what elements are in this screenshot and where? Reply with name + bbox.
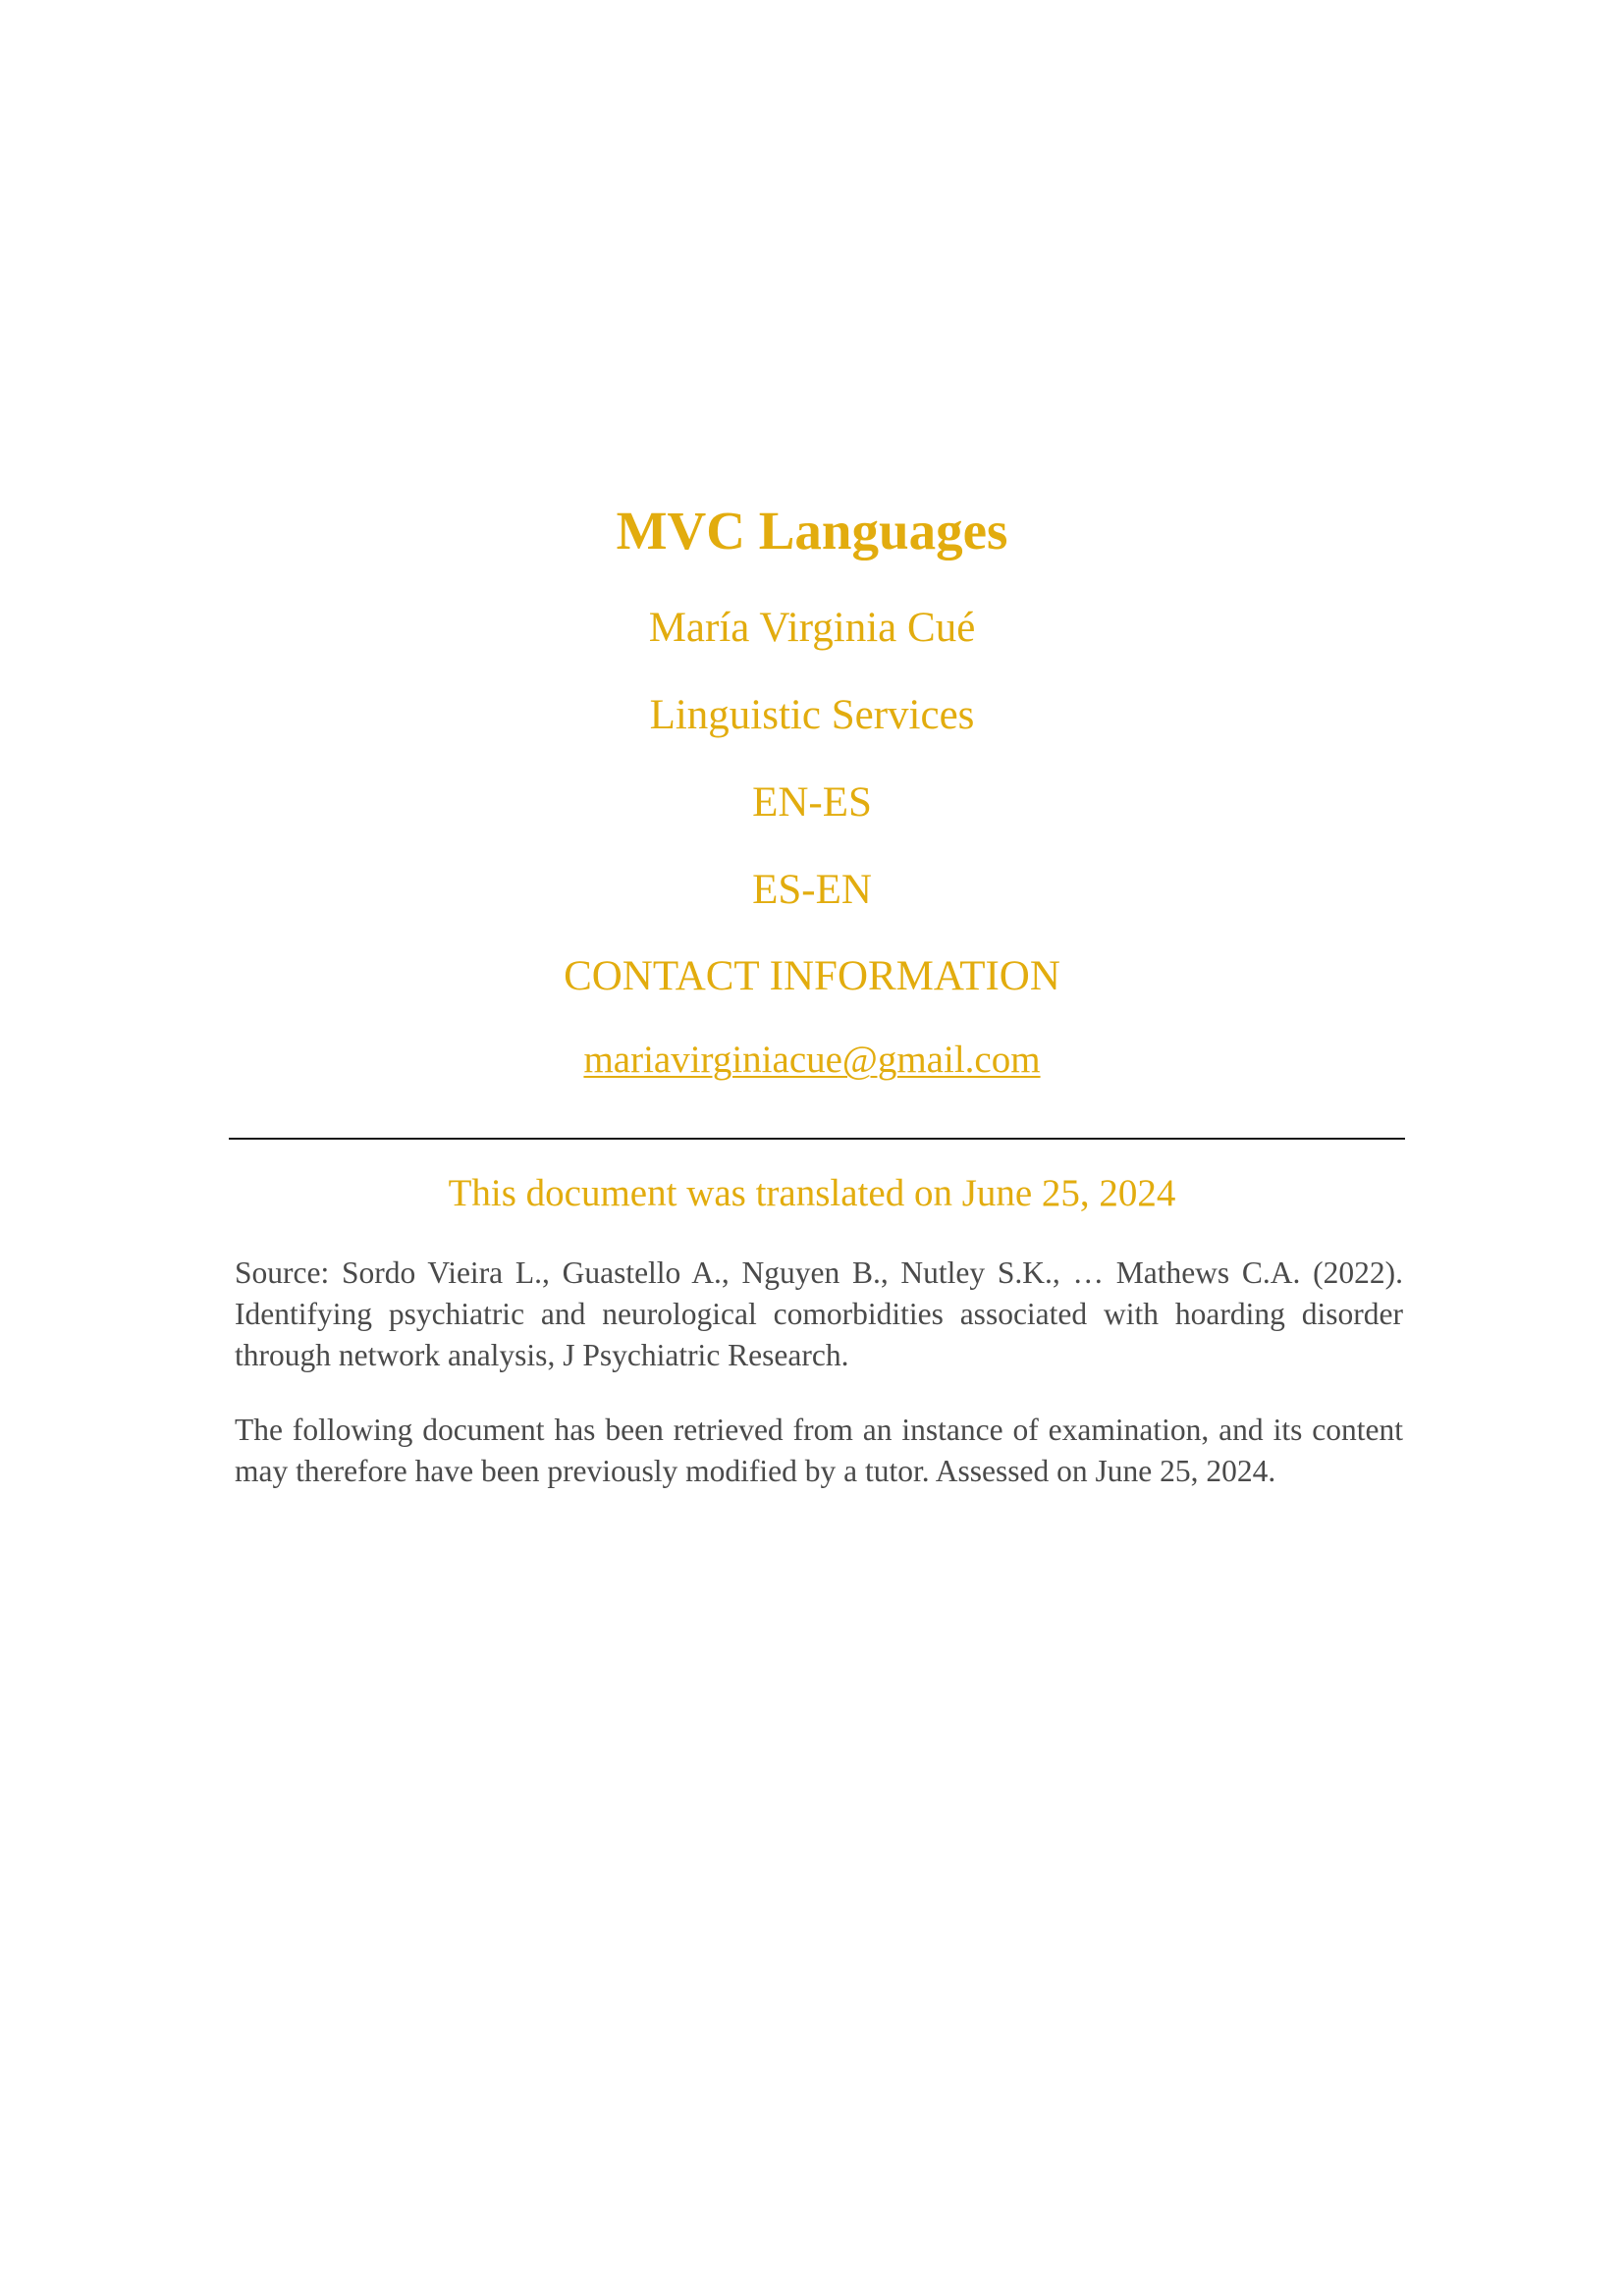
divider-rule <box>229 1138 1405 1140</box>
services-label: Linguistic Services <box>649 692 975 738</box>
language-pair-es-en: ES-EN <box>752 867 872 913</box>
company-title: MVC Languages <box>616 501 1008 561</box>
contact-heading: CONTACT INFORMATION <box>564 953 1060 999</box>
source-citation: Source: Sordo Vieira L., Guastello A., Nguyen B., Nutley S.K., … Mathews C.A. (2022). Identifying psychiatric and neurological comorbidities associated with hoarding disorder through network analysis, J Psychiatric Research. <box>235 1255 1403 1372</box>
translation-date-line: This document was translated on June 25, 2024 <box>448 1172 1176 1214</box>
email-link[interactable]: mariavirginiacue@gmail.com <box>583 1039 1041 1081</box>
language-pair-en-es: EN-ES <box>752 779 872 826</box>
retrieval-note: The following document has been retrieved from an instance of examination, and its content may therefore have been previously modified by a tutor. Assessed on June 25, 2024. <box>235 1413 1403 1488</box>
email-line <box>0 1035 1624 1086</box>
translator-name: María Virginia Cué <box>648 605 976 651</box>
